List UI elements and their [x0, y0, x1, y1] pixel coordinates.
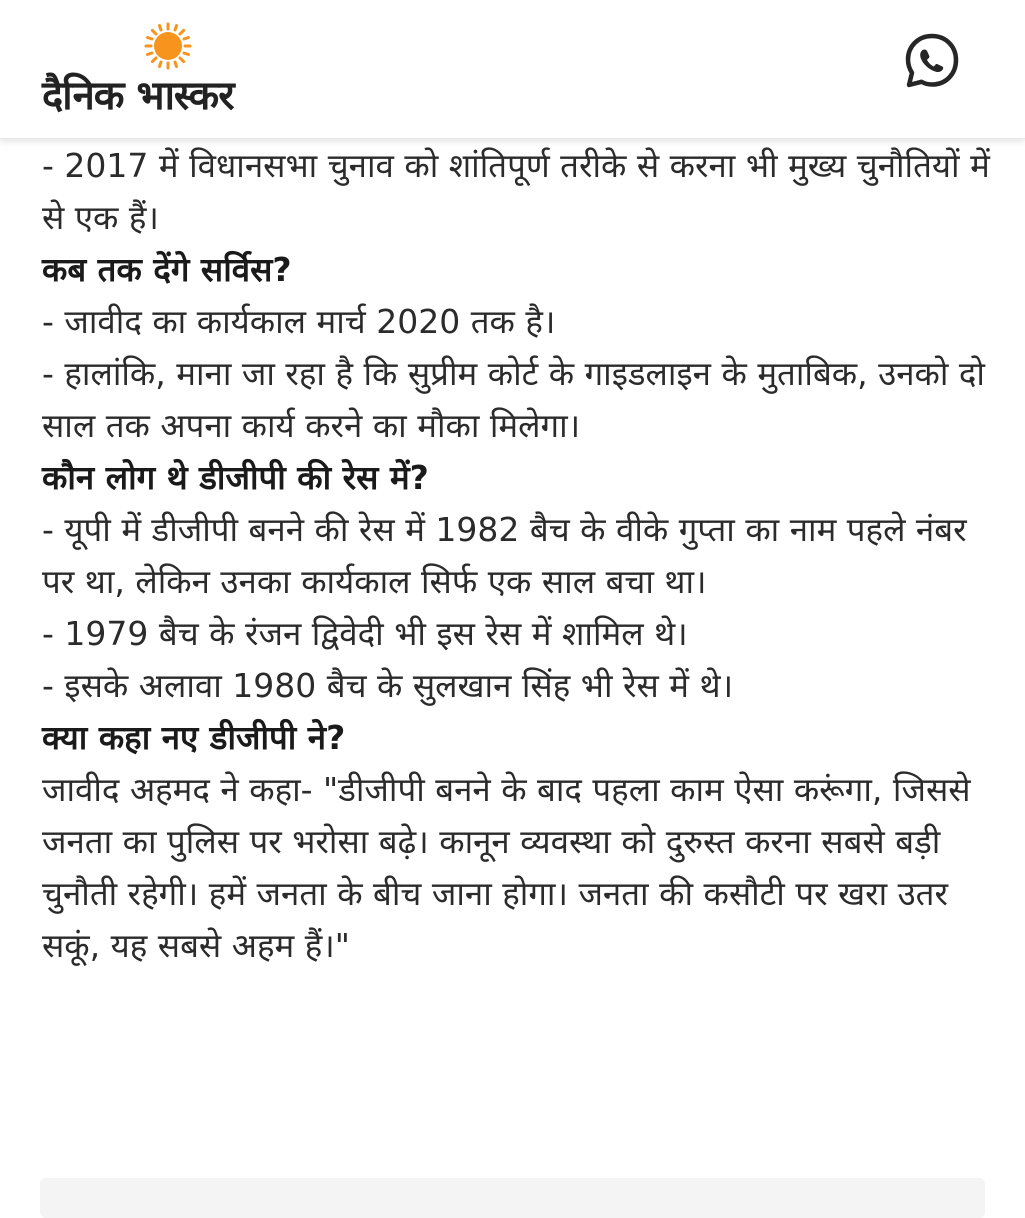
logo-text: दैनिक भास्कर [42, 73, 234, 119]
section-heading: कौन लोग थे डीजीपी की रेस में? [42, 458, 429, 497]
article-paragraph: - 2017 में विधानसभा चुनाव को शांतिपूर्ण तरीके से करना भी मुख्य चुनौतियों में से एक हैं। [42, 146, 990, 237]
whatsapp-icon[interactable] [903, 32, 961, 90]
article-body [42, 140, 992, 972]
article-paragraph: जावीद अहमद ने कहा- "डीजीपी बनने के बाद पहला काम ऐसा करूंगा, जिससे जनता का पुलिस पर भरोसा बढ़े। कानून व्यवस्था को दुरुस्त करना सबसे बड़ी चुनौती रहेगी। हमें जनता के बीच जाना होगा। जनता की कसौटी पर खरा उतर सकूं, यह सबसे अहम हैं।" [42, 770, 971, 965]
app-header [0, 0, 1025, 139]
article-paragraph: - इसके अलावा 1980 बैच के सुलखान सिंह भी रेस में थे। [42, 666, 734, 705]
article-paragraph: - हालांकि, माना जा रहा है कि सुप्रीम कोर्ट के गाइडलाइन के मुताबिक, उनको दो साल तक अपना कार्य करने का मौका मिलेगा। [42, 354, 985, 445]
article-paragraph: - 1979 बैच के रंजन द्विवेदी भी इस रेस में शामिल थे। [42, 614, 688, 653]
article-paragraph: - यूपी में डीजीपी बनने की रेस में 1982 बैच के वीके गुप्ता का नाम पहले नंबर पर था, लेकिन उनका कार्यकाल सिर्फ एक साल बचा था। [42, 510, 967, 601]
sun-icon [144, 22, 192, 70]
dainik-bhaskar-logo[interactable] [40, 20, 310, 119]
section-heading: क्या कहा नए डीजीपी ने? [42, 718, 346, 757]
section-heading: कब तक देंगे सर्विस? [42, 250, 292, 289]
article-paragraph: - जावीद का कार्यकाल मार्च 2020 तक है। [42, 302, 556, 341]
next-content-card [40, 1178, 985, 1218]
